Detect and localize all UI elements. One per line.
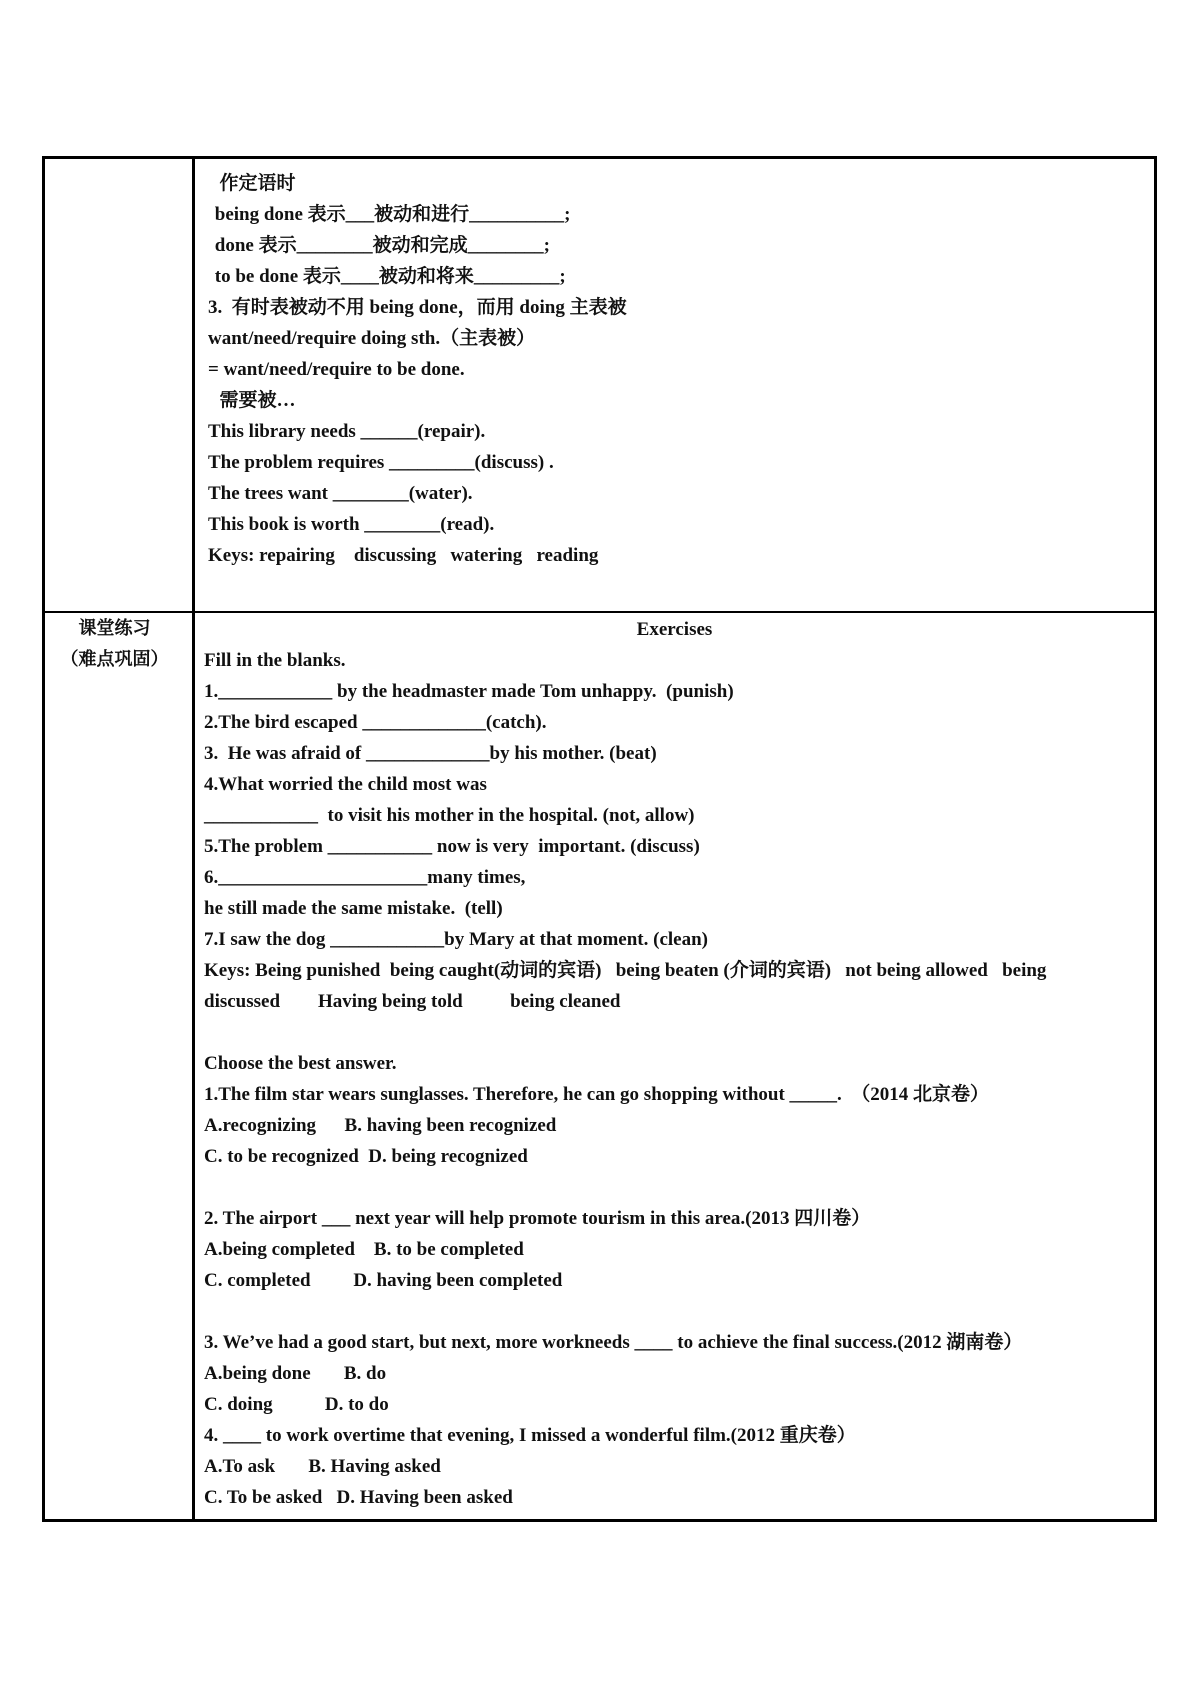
text-line: 5.The problem ___________ now is very important. (discuss) — [204, 836, 700, 857]
text-line: Fill in the blanks. — [204, 650, 346, 671]
text-line: 4.What worried the child most was — [204, 774, 487, 795]
text-line: 3. 有时表被动不用 being done，而用 doing 主表被 — [208, 297, 627, 318]
section-sublabel: （难点巩固） — [60, 649, 169, 670]
table-left-border — [42, 156, 45, 1522]
text-line: 4. ____ to work overtime that evening, I missed a wonderful film.(2012 重庆卷） — [204, 1425, 856, 1446]
text-line: discussed Having being told being cleaned — [204, 991, 621, 1012]
text-line: Keys: repairing discussing watering reading — [208, 545, 599, 566]
text-line: A.being completed B. to be completed — [204, 1239, 524, 1260]
table-top-border — [42, 156, 1157, 159]
text-line: = want/need/require to be done. — [208, 359, 465, 380]
table-column-divider — [192, 156, 195, 1522]
text-line: done 表示________被动和完成________; — [210, 235, 550, 256]
text-line: 3. We’ve had a good start, but next, more workneeds ____ to achieve the final success.(2012 湖南卷） — [204, 1332, 1023, 1353]
text-line: C. To be asked D. Having been asked — [204, 1487, 513, 1508]
text-line: This library needs ______(repair). — [208, 421, 486, 442]
exercises-heading: Exercises — [636, 619, 713, 640]
text-line: 作定语时 — [210, 173, 296, 194]
text-line: C. doing D. to do — [204, 1394, 389, 1415]
text-line: 7.I saw the dog ____________by Mary at that moment. (clean) — [204, 929, 708, 950]
text-line: ____________ to visit his mother in the hospital. (not, allow) — [204, 805, 695, 826]
table-bottom-border — [42, 1519, 1157, 1522]
text-line: he still made the same mistake. (tell) — [204, 898, 503, 919]
text-line: This book is worth ________(read). — [208, 514, 495, 535]
text-line: 3. He was afraid of _____________by his mother. (beat) — [204, 743, 657, 764]
section-label: 课堂练习 — [78, 618, 151, 639]
text-line: want/need/require doing sth.（主表被） — [208, 328, 536, 349]
text-line: C. completed D. having been completed — [204, 1270, 563, 1291]
text-line: 2. The airport ___ next year will help promote tourism in this area.(2013 四川卷） — [204, 1208, 871, 1229]
text-line: 1.The film star wears sunglasses. Therefore, he can go shopping without _____. （2014 北京卷） — [204, 1084, 990, 1105]
text-line: 1.____________ by the headmaster made Tom unhappy. (punish) — [204, 681, 734, 702]
text-line: being done 表示___被动和进行__________; — [210, 204, 571, 225]
text-line: Keys: Being punished being caught(动词的宾语) being beaten (介词的宾语) not being allowed being — [204, 960, 1047, 981]
text-line: 需要被… — [210, 390, 296, 411]
table-row-divider — [42, 611, 1157, 613]
text-line: C. to be recognized D. being recognized — [204, 1146, 528, 1167]
text-line: Choose the best answer. — [204, 1053, 397, 1074]
text-line: A.being done B. do — [204, 1363, 387, 1384]
table-right-border — [1154, 156, 1157, 1522]
text-line: to be done 表示____被动和将来_________; — [210, 266, 566, 287]
text-line: The problem requires _________(discuss) . — [208, 452, 554, 473]
text-line: A.recognizing B. having been recognized — [204, 1115, 557, 1136]
text-line: 6.______________________many times, — [204, 867, 526, 888]
text-line: A.To ask B. Having asked — [204, 1456, 441, 1477]
text-line: 2.The bird escaped _____________(catch). — [204, 712, 547, 733]
text-line: The trees want ________(water). — [208, 483, 473, 504]
